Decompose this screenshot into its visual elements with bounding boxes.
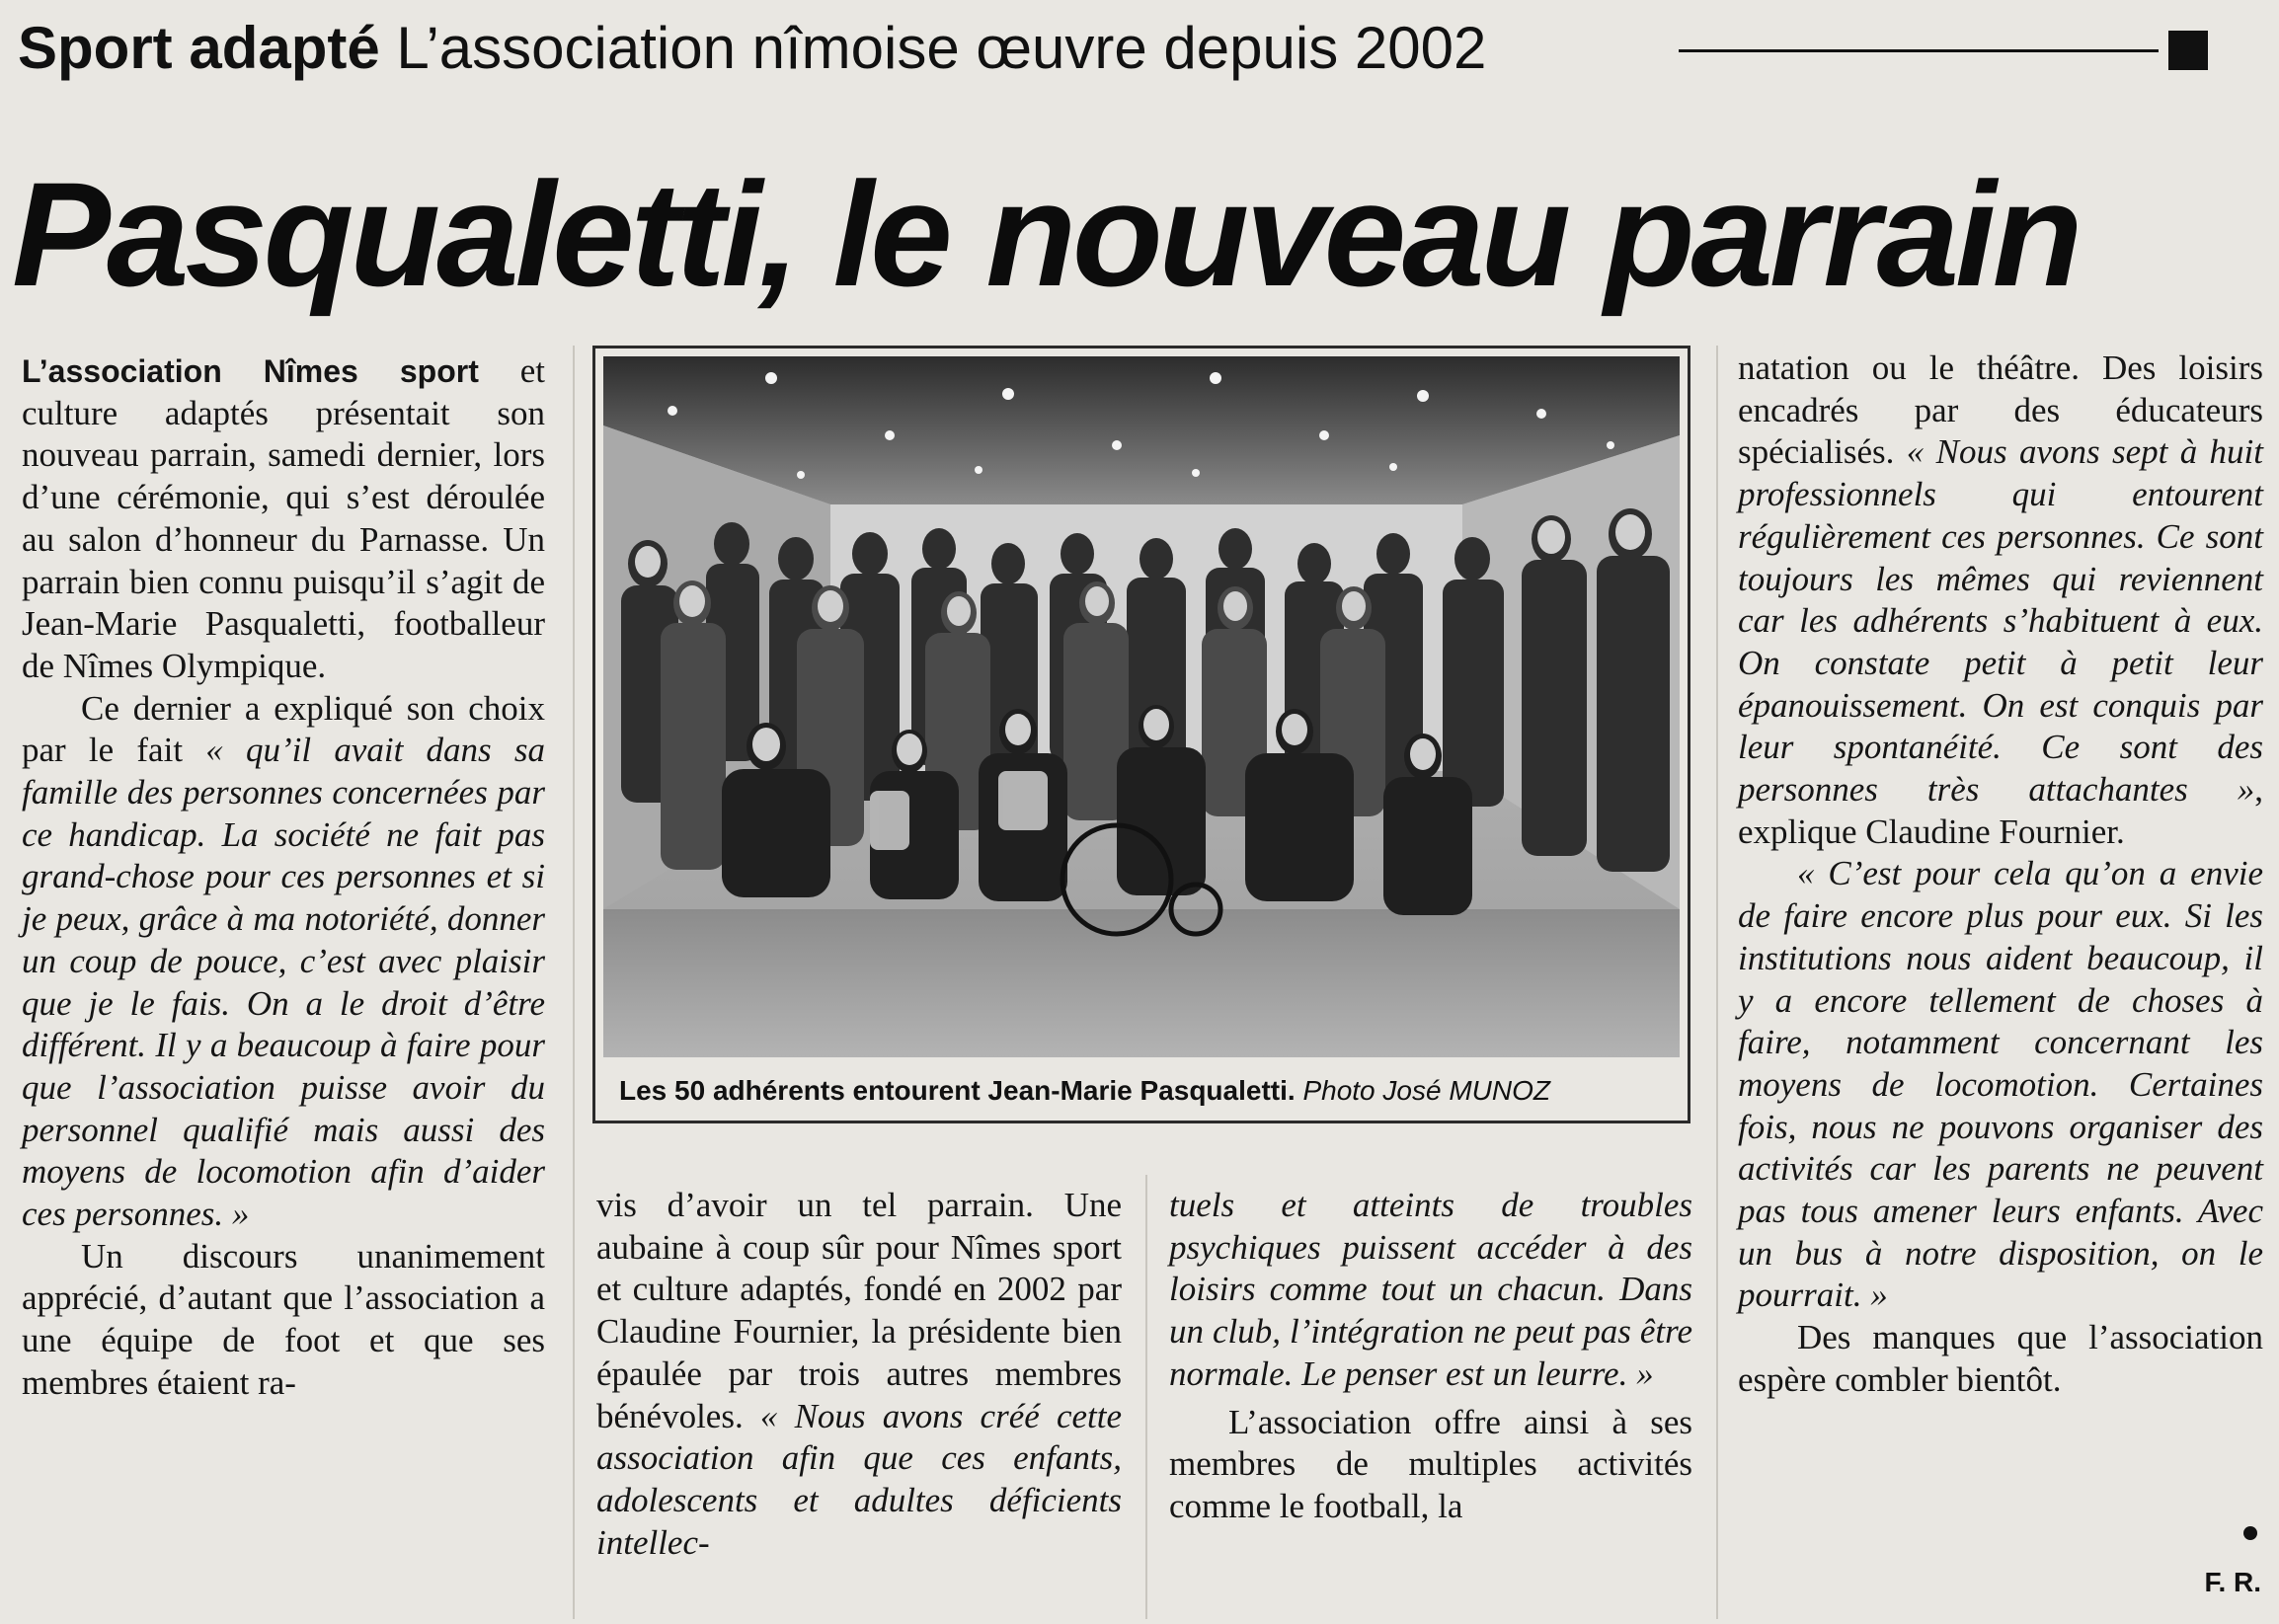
- article-column-4: [1738, 348, 2263, 1402]
- paragraph: [1169, 1185, 1692, 1396]
- body-text: et culture adaptés présentait son nouveau parrain, samedi dernier, lors d’une cérémonie, qui s’est déroulée au salon d’honneur du Parnasse. Un parrain bien connu puisqu’il s’agit de Jean-Marie Pasqualetti, footballeur de Nîmes Olympique.: [22, 351, 545, 685]
- body-text: Un discours unanimement apprécié, d’autant que l’association a une équipe de foot et que ses membres étaient ra-: [22, 1236, 545, 1402]
- body-text: natation ou le théâtre. Des loisirs encadrés par des éducateurs spécialisés.: [1738, 348, 2263, 472]
- quote-text: « Nous avons sept à huit professionnels qui entourent régulièrement ces personnes. Ce sont toujours les mêmes qui reviennent car les adhérents s’habituent à eux. On constate petit à petit leur épanouissement. On est conquis par leur spontanéité. Ce sont des personnes très attachantes »: [1738, 432, 2263, 810]
- kicker-topic: Sport adapté: [18, 15, 380, 81]
- body-text: Des manques que l’association espère combler bientôt.: [1738, 1318, 2263, 1399]
- lead-in: L’association Nîmes sport: [22, 353, 479, 389]
- article-column-2: [596, 1185, 1122, 1564]
- end-of-article-bullet: [2243, 1526, 2257, 1540]
- body-text: , explique Claudine Fournier.: [1738, 770, 2263, 851]
- quote-text: tuels et atteints de troubles psychiques puissent accéder à des loisirs comme tout un chacun. Dans un club, l’intégration ne peut pas être normale. Le penser est un leurre. »: [1169, 1186, 1692, 1393]
- photo-credit: Photo José MUNOZ: [1302, 1075, 1550, 1106]
- paragraph: [1738, 1317, 2263, 1401]
- kicker-rule: [1679, 49, 2159, 52]
- group-photo: [603, 356, 1680, 1057]
- photo-caption: [619, 1069, 1666, 1113]
- quote-text: « C’est pour cela qu’on a envie de faire encore plus pour eux. Si les institutions nous aident beaucoup, il y a encore tellement de choses à faire, notamment concernant les moyens de locomotion. Certaines fois, nous ne pouvons organiser des activités car les parents ne peuvent pas tous amener leurs enfants. Avec un bus à notre disposition, on le pourrait. »: [1738, 854, 2263, 1315]
- paragraph: [22, 1236, 545, 1405]
- paragraph: [1738, 348, 2263, 853]
- caption-text: Les 50 adhérents entourent Jean-Marie Pasqualetti.: [619, 1075, 1296, 1106]
- kicker-title: L’association nîmoise œuvre depuis 2002: [396, 15, 1487, 81]
- paragraph: [1169, 1402, 1692, 1528]
- photo-frame: [592, 346, 1690, 1123]
- article-column-3: [1169, 1185, 1692, 1528]
- paragraph: [22, 350, 545, 688]
- article-column-1: [22, 350, 545, 1405]
- paragraph: [1738, 853, 2263, 1317]
- column-gutter: [573, 346, 575, 1619]
- body-text: vis d’avoir un tel parrain. Une aubaine à coup sûr pour Nîmes sport et culture adaptés, fondé en 2002 par Claudine Fournier, la présidente bien épaulée par trois autres membres bénévoles.: [596, 1186, 1122, 1435]
- bleed-through-texture: [1540, 0, 1583, 43]
- kicker: [18, 14, 1486, 83]
- group-photo-image: [603, 356, 1680, 1057]
- body-text: L’association offre ainsi à ses membres de multiples activités comme le football, la: [1169, 1402, 1692, 1525]
- author-signature: F. R.: [2204, 1567, 2261, 1597]
- paragraph: [22, 688, 545, 1236]
- column-gutter: [1145, 1175, 1147, 1619]
- headline: Pasqualetti, le nouveau parrain: [12, 151, 2080, 317]
- column-gutter: [1716, 346, 1718, 1619]
- paragraph: [596, 1185, 1122, 1564]
- quote-text: « qu’il avait dans sa famille des personnes concernées par ce handicap. La société ne fait pas grand-chose pour ces personnes et si je peux, grâce à ma notoriété, donner un coup de pouce, c’est avec plaisir que je le fais. On a le droit d’être différent. Il y a beaucoup à faire pour que l’association puisse avoir du personnel qualifié mais aussi des moyens de locomotion afin d’aider ces personnes. »: [22, 731, 545, 1234]
- kicker-end-square: [2168, 31, 2208, 70]
- quote-text: « Nous avons créé cette association afin que ces enfants, adolescents et adultes déficients intellec-: [596, 1396, 1123, 1562]
- body-text: Ce dernier a expliqué son choix par le fait: [22, 688, 545, 770]
